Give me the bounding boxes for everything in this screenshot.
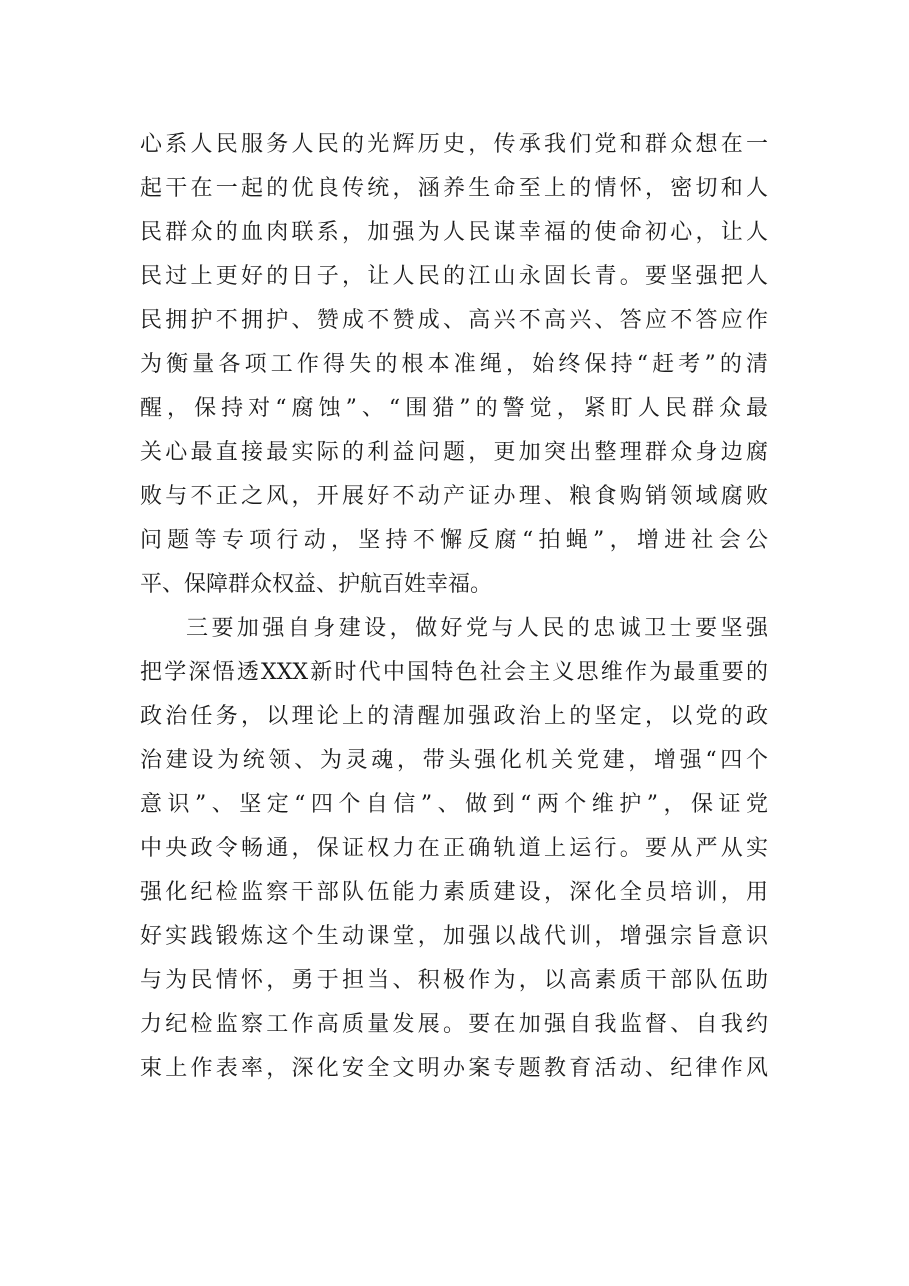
text-line: 中央政令畅通，保证权力在正确轨道上运行。要从严从实 [140,836,768,861]
text-line: 问题等专项行动，坚持不懈反腐“拍蝇”，增进社会公 [140,528,768,553]
text-line: 束上作表率，深化安全文明办案专题教育活动、纪律作风 [140,1056,768,1081]
text-line: 民拥护不拥护、赞成不赞成、高兴不高兴、答应不答应作 [140,308,768,333]
text-line: 政治任务，以理论上的清醒加强政治上的坚定，以党的政 [140,704,768,729]
text-line: 三要加强自身建设，做好党与人民的忠诚卫士要坚强 [186,616,768,641]
text-line: 起干在一起的优良传统，涵养生命至上的情怀，密切和人 [140,176,768,201]
text-line: 意识”、坚定“四个自信”、做到“两个维护”，保证党 [140,792,768,817]
text-line: 关心最直接最实际的利益问题，更加突出整理群众身边腐 [140,440,768,465]
text-line: 强化纪检监察干部队伍能力素质建设，深化全员培训，用 [140,880,768,905]
text-line: 好实践锻炼这个生动课堂，加强以战代训，增强宗旨意识 [140,924,768,949]
text-line: 为衡量各项工作得失的根本准绳，始终保持“赶考”的清 [140,352,768,377]
document-body [140,123,780,1091]
text-line: 力纪检监察工作高质量发展。要在加强自我监督、自我约 [140,1012,768,1037]
text-line: 平、保障群众权益、护航百姓幸福。 [140,572,493,597]
paragraph-1 [140,123,780,607]
text-line: 心系人民服务人民的光辉历史，传承我们党和群众想在一 [140,132,768,157]
text-line: 醒，保持对“腐蚀”、“围猎”的警觉，紧盯人民群众最 [140,396,768,421]
text-line: 民群众的血肉联系，加强为人民谋幸福的使命初心，让人 [140,220,768,245]
text-line: 败与不正之风，开展好不动产证办理、粮食购销领域腐败 [140,484,768,509]
paragraph-2 [140,607,780,1091]
text-line: 民过上更好的日子，让人民的江山永固长青。要坚强把人 [140,264,768,289]
text-line: 与为民情怀，勇于担当、积极作为，以高素质干部队伍助 [140,968,768,993]
text-line: 治建设为统领、为灵魂，带头强化机关党建，增强“四个 [140,748,768,773]
text-line: 把学深悟透XXX新时代中国特色社会主义思维作为最重要的 [140,660,768,685]
